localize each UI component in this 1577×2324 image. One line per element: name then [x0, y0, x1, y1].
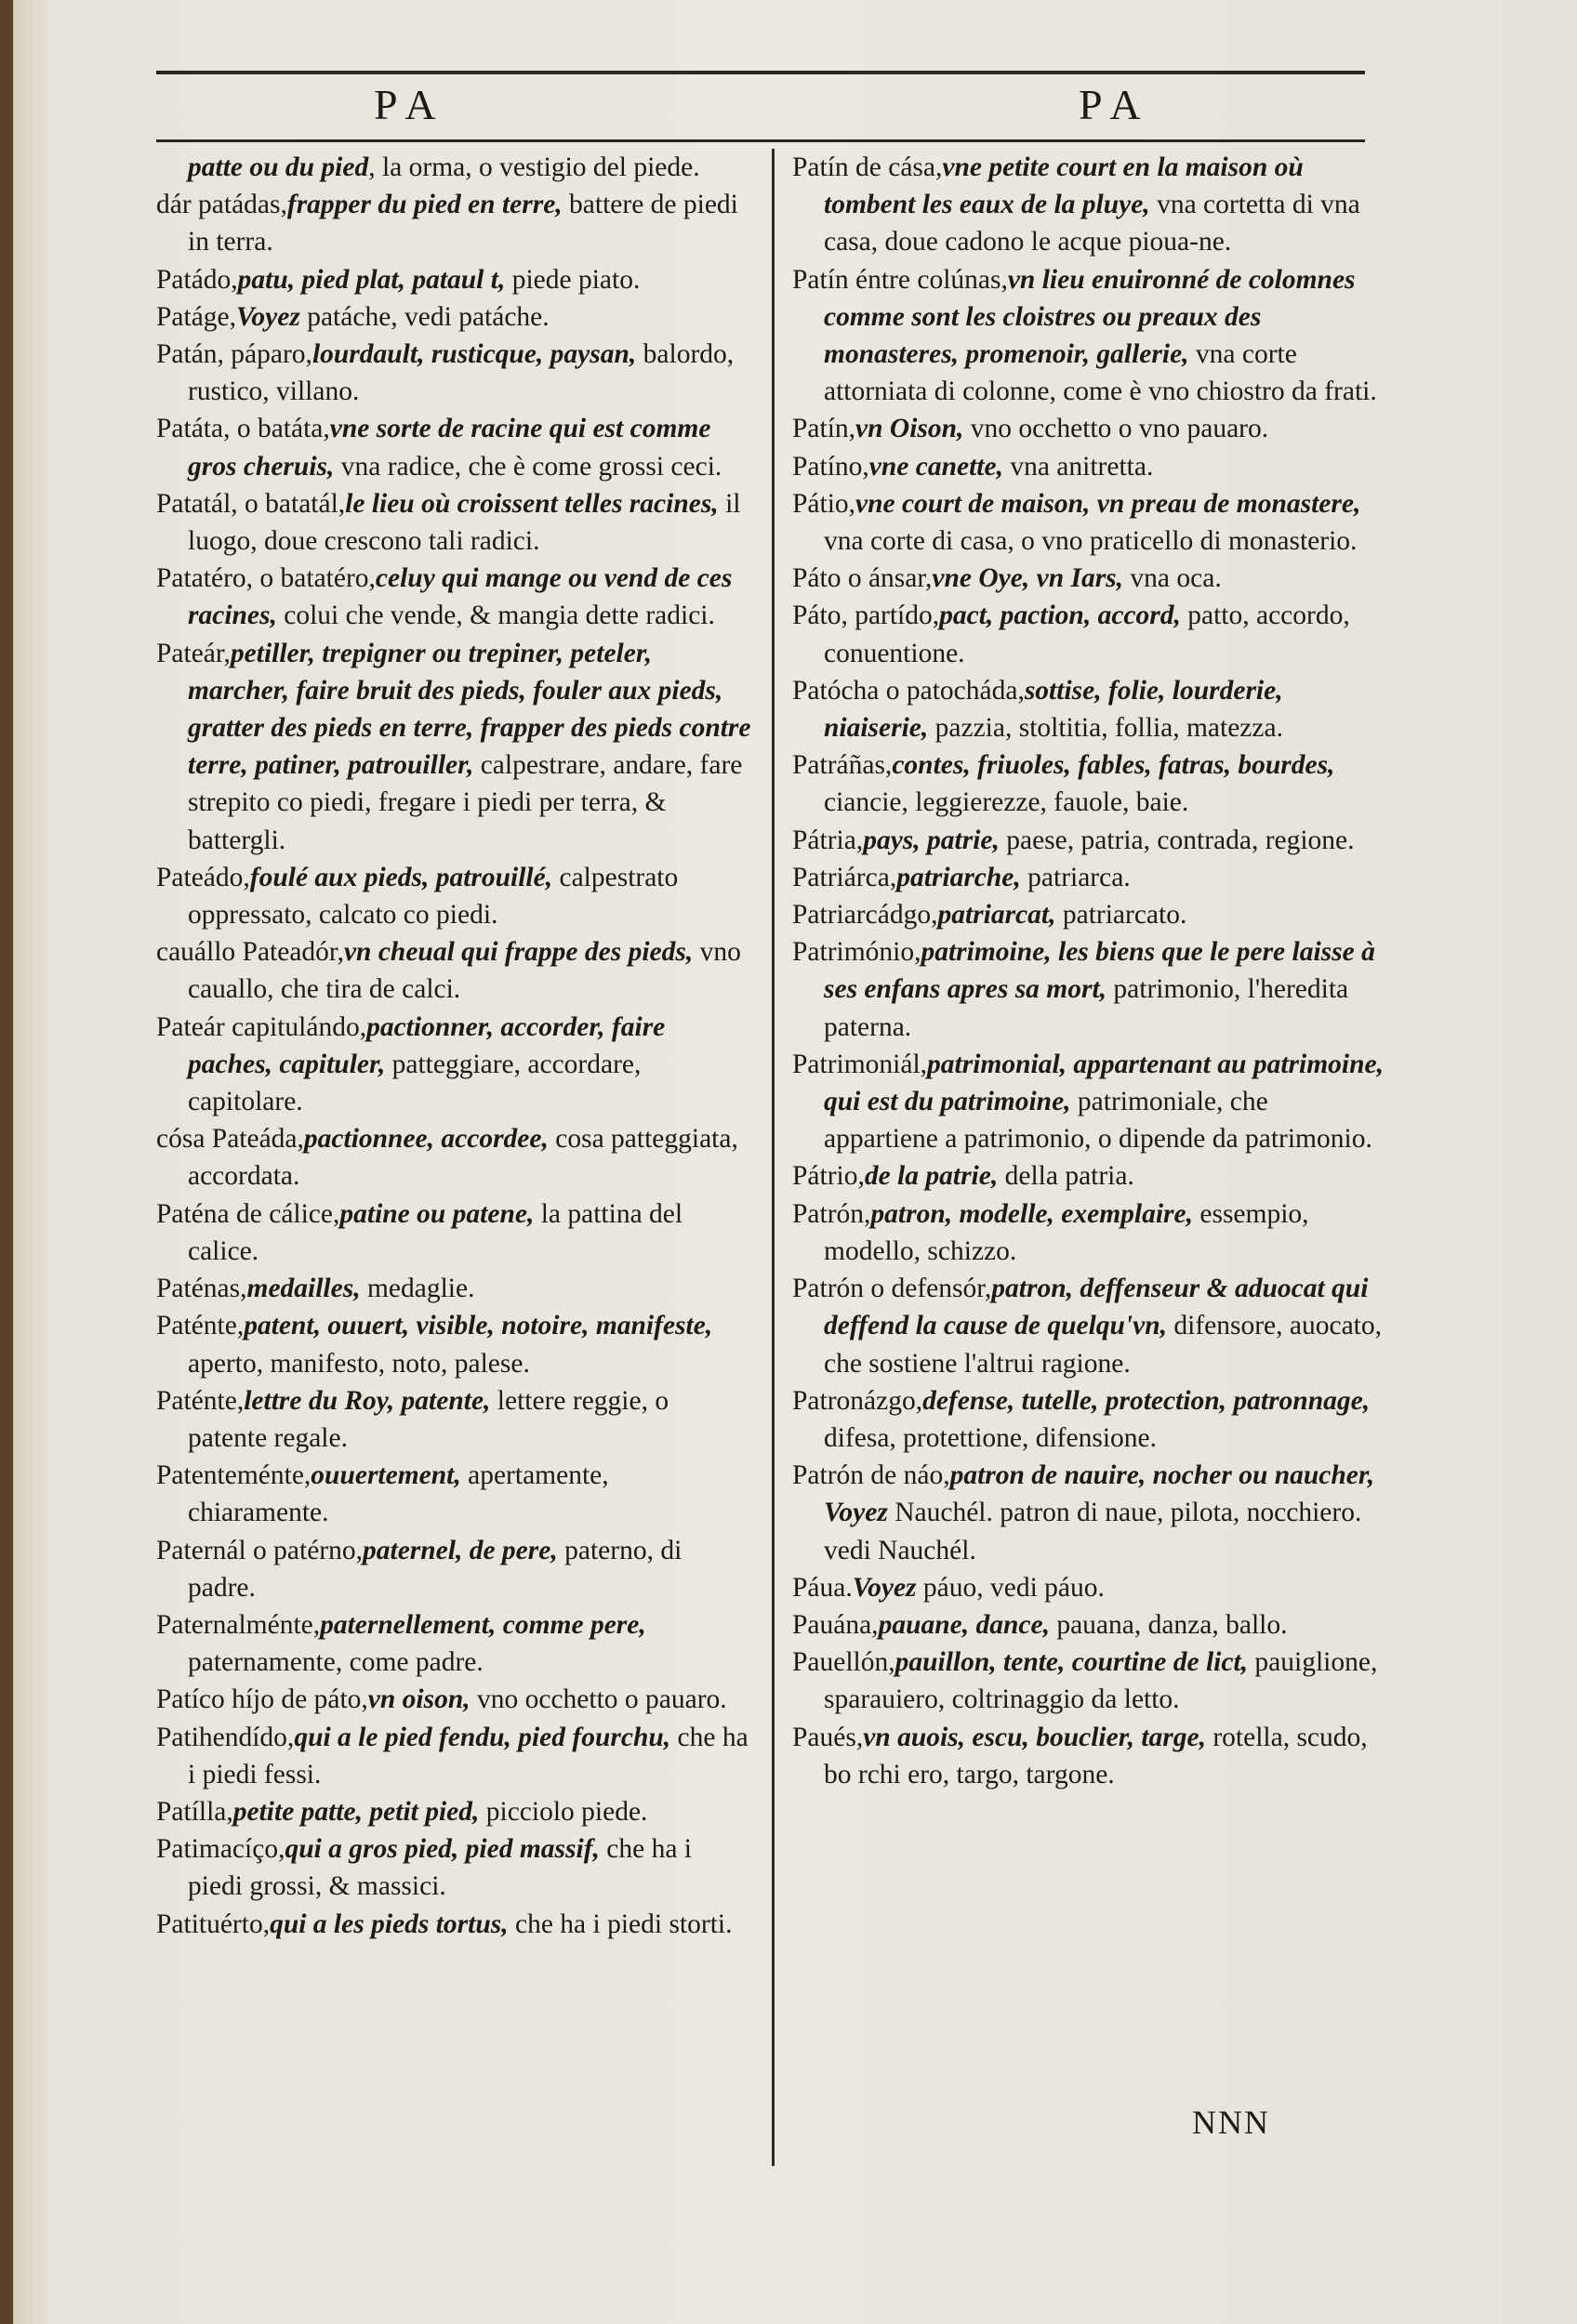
- dictionary-entry: Pátria,pays, patrie, paese, patria, contrada, regione.: [792, 825, 1355, 855]
- dictionary-entry: Patráñas,contes, friuoles, fables, fatras, bourdes, ciancie, leggierezze, fauole, baie.: [792, 750, 1335, 818]
- dictionary-entry: Patílla,petite patte, petit pied, picciolo piede.: [156, 1796, 648, 1827]
- dictionary-entry: Património,patrimoine, les biens que le pere laisse à ses enfans apres sa mort, patrimonio, l'heredita paterna.: [792, 937, 1375, 1042]
- dictionary-entry: patte ou du pied, la orma, o vestigio del piede.: [188, 152, 700, 182]
- dictionary-entry: dár patádas,frapper du pied en terre, battere de piedi in terra.: [156, 190, 738, 257]
- dictionary-entry: Paués,vn auois, escu, bouclier, targe, rotella, scudo, bo rchi ero, targo, targone.: [792, 1722, 1368, 1789]
- dictionary-entry: Patrimoniál,patrimonial, appartenant au patrimoine, qui est du patrimoine, patrimoniale, che appartiene a patrimonio, o dipende da patrimonio.: [792, 1049, 1384, 1155]
- header-rule: [156, 139, 1365, 142]
- dictionary-entry: cósa Pateáda,pactionnee, accordee, cosa patteggiata, accordata.: [156, 1124, 738, 1192]
- dictionary-entry: Patín,vn Oison, vno occhetto o vno pauaro.: [792, 414, 1269, 444]
- running-head-right: PA: [1079, 81, 1152, 128]
- dictionary-entry: Paténa de cálice,patine ou patene, la pattina del calice.: [156, 1198, 683, 1266]
- dictionary-entry: Patatál, o batatál,le lieu où croissent telles racines, il luogo, doue crescono tali radici.: [156, 488, 741, 557]
- dictionary-entry: Patrón o defensór,patron, deffenseur & aduocat qui deffend la cause de quelqu'vn, difensore, auocato, che sostiene l'altrui ragione.: [792, 1274, 1382, 1379]
- dictionary-entry: Patáta, o batáta,vne sorte de racine qui est comme gros cheruis, vna radice, che è come grossi ceci.: [156, 414, 722, 482]
- dictionary-entry: Patrón,patron, modelle, exemplaire, essempio, modello, schizzo.: [792, 1198, 1309, 1266]
- dictionary-entry: Patádo,patu, pied plat, pataul t, piede piato.: [156, 264, 641, 295]
- dictionary-entry: Patimacíço,qui a gros pied, pied massif, che ha i piedi grossi, & massici.: [156, 1834, 693, 1902]
- dictionary-entry: Patíno,vne canette, vna anitretta.: [792, 451, 1154, 482]
- dictionary-entry: Patriarcádgo,patriarcat, patriarcato.: [792, 900, 1187, 931]
- column-divider: [772, 149, 775, 2166]
- dictionary-entry: Pateár capitulándo,pactionner, accorder, faire paches, capituler, patteggiare, accordare, capitolare.: [156, 1011, 666, 1117]
- dictionary-entry: Patihendído,qui a le pied fendu, pied fourchu, che ha i piedi fessi.: [156, 1722, 749, 1789]
- dictionary-entry: Pateádo,foulé aux pieds, patrouillé, calpestrato oppressato, calcato co piedi.: [156, 862, 679, 931]
- running-head-left: PA: [374, 81, 447, 128]
- left-column: [156, 149, 751, 1943]
- right-column: [792, 149, 1387, 1793]
- dictionary-entry: Paternalménte,paternellement, comme pere, paternamente, come padre.: [156, 1609, 646, 1678]
- dictionary-entry: Patronázgo,defense, tutelle, protection, patronnage, difesa, protettione, difensione.: [792, 1385, 1371, 1453]
- dictionary-entry: Paténas,medailles, medaglie.: [156, 1274, 475, 1304]
- dictionary-entry: Patenteménte,ouuertement, apertamente, chiaramente.: [156, 1460, 609, 1528]
- dictionary-entry: cauállo Pateadór,vn cheual qui frappe des pieds, vno cauallo, che tira de calci.: [156, 937, 741, 1005]
- dictionary-entry: Pátrio,de la patrie, della patria.: [792, 1161, 1134, 1192]
- dictionary-entry: Páua.Voyez páuo, vedi páuo.: [792, 1572, 1105, 1603]
- dictionary-entry: Páto, partído,pact, paction, accord, patto, accordo, conuentione.: [792, 601, 1350, 668]
- dictionary-entry: Paténte,patent, ouuert, visible, notoire, manifeste, aperto, manifesto, noto, palese.: [156, 1311, 713, 1379]
- dictionary-entry: Patín de cása,vne petite court en la maison où tombent les eaux de la pluye, vna cortetta di vna casa, doue cadono le acque pioua-ne.: [792, 152, 1360, 257]
- dictionary-entry: Paternál o patérno,paternel, de pere, paterno, di padre.: [156, 1535, 682, 1603]
- book-spine-edge: [0, 0, 13, 2324]
- dictionary-entry: Patíco híjo de páto,vn oison, vno occhetto o pauaro.: [156, 1684, 727, 1715]
- dictionary-entry: Patrón de náo,patron de nauire, nocher ou naucher, Voyez Nauchél. patron di naue, pilota, nocchiero. vedi Nauchél.: [792, 1460, 1375, 1565]
- dictionary-entry: Pateár,petiller, trepigner ou trepiner, peteler, marcher, faire bruit des pieds, fouler aux pieds, gratter des pieds en terre, frapper des pieds contre terre, patiner, patrouiller, calpestrare, andare, fare strepito co piedi, fregare i piedi per terra, & battergli.: [156, 638, 751, 855]
- signature-mark: NNN: [1192, 2104, 1270, 2141]
- dictionary-entry: Pauellón,pauillon, tente, courtine de lict, pauiglione, sparauiero, coltrinaggio da letto.: [792, 1647, 1378, 1715]
- dictionary-entry: Pauána,pauane, dance, pauana, danza, ballo.: [792, 1609, 1288, 1640]
- dictionary-entry: Patituérto,qui a les pieds tortus, che ha i piedi storti.: [156, 1908, 733, 1939]
- dictionary-entry: Patatéro, o batatéro,celuy qui mange ou vend de ces racines, colui che vende, & mangia dette radici.: [156, 563, 733, 631]
- dictionary-entry: Patín éntre colúnas,vn lieu enuironné de colomnes comme sont les cloistres ou preaux des monasteres, promenoir, gallerie, vna corte attorniata di colonne, come è vno chiostro da frati.: [792, 264, 1377, 407]
- dictionary-entry: Páto o ánsar,vne Oye, vn Iars, vna oca.: [792, 563, 1222, 594]
- dictionary-entry: Pátio,vne court de maison, vn preau de monastere, vna corte di casa, o vno praticello di monasterio.: [792, 488, 1361, 557]
- top-rule: [156, 71, 1365, 74]
- dictionary-entry: Patócha o patocháda,sottise, folie, lourderie, niaiserie, pazzia, stoltitia, follia, matezza.: [792, 675, 1283, 744]
- dictionary-entry: Patáge,Voyez patáche, vedi patáche.: [156, 301, 550, 332]
- dictionary-entry: Paténte,lettre du Roy, patente, lettere reggie, o patente regale.: [156, 1385, 669, 1453]
- dictionary-entry: Patán, páparo,lourdault, rusticque, paysan, balordo, rustico, villano.: [156, 339, 735, 407]
- dictionary-entry: Patriárca,patriarche, patriarca.: [792, 862, 1131, 892]
